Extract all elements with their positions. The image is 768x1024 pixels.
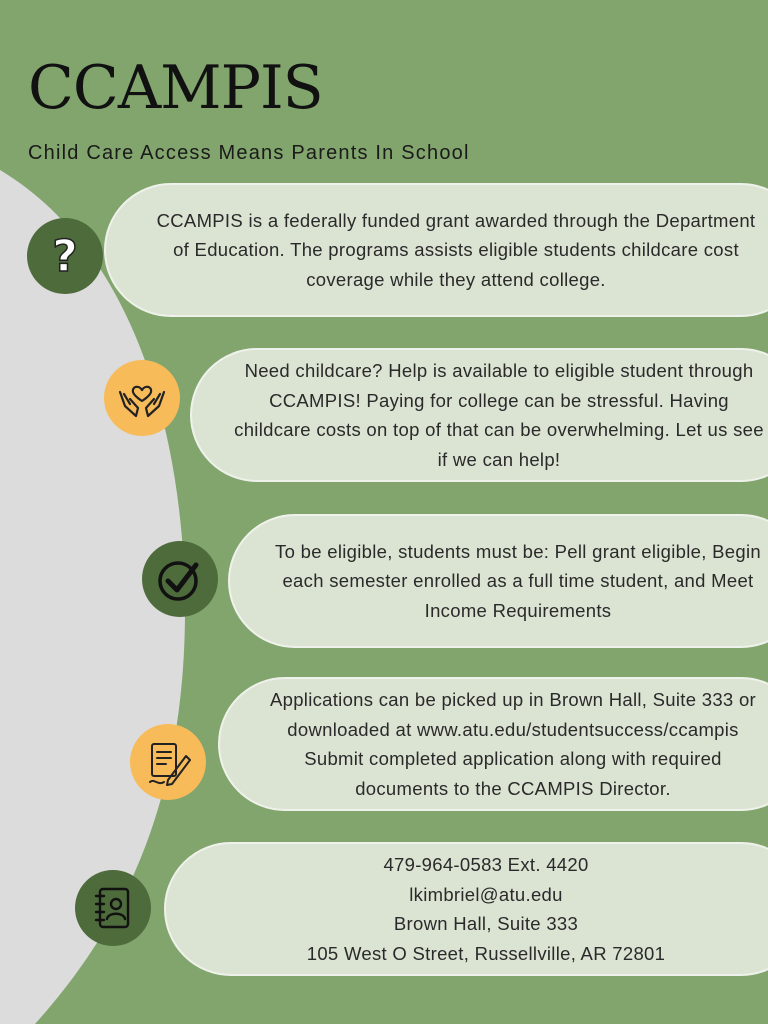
contact-phone: 479-964-0583 Ext. 4420: [383, 854, 589, 875]
info-line: To be eligible, students must be: Pell grant eligible, Begin: [275, 540, 761, 562]
svg-text:?: ?: [52, 231, 78, 282]
info-line: Need childcare? Help is available to eligible student through: [244, 360, 754, 381]
hands-heart-icon: [104, 360, 180, 436]
contact-office: Brown Hall, Suite 333: [393, 913, 579, 934]
info-card-need-childcare: [190, 348, 768, 482]
info-line: downloaded at www.atu.edu/studentsuccess/ccampis: [287, 718, 739, 740]
application-form-icon: [130, 724, 206, 800]
info-card-contact: [164, 842, 768, 976]
contact-book-icon: [75, 870, 151, 946]
info-card-about: [104, 183, 768, 317]
info-card-applications: [218, 677, 768, 811]
info-line: CCAMPIS! Paying for college can be stressful. Having: [269, 389, 729, 411]
info-card-eligibility: [228, 514, 768, 648]
info-line: Applications can be picked up in Brown Hall, Suite 333 or: [269, 689, 757, 710]
info-line: of Education. The programs assists eligible students childcare cost: [173, 239, 739, 261]
contact-address: 105 West O Street, Russellville, AR 72801: [306, 942, 666, 964]
info-line: coverage while they attend college.: [306, 268, 606, 290]
page-title: CCAMPIS: [28, 53, 323, 123]
question-mark-icon: [27, 218, 103, 294]
info-line: if we can help!: [437, 448, 561, 470]
checkmark-icon: [142, 541, 218, 617]
info-line: each semester enrolled as a full time student, and Meet: [282, 570, 754, 592]
info-line: documents to the CCAMPIS Director.: [355, 777, 671, 799]
info-line: childcare costs on top of that can be overwhelming. Let us see: [234, 419, 764, 440]
info-line: CCAMPIS is a federally funded grant awarded through the Department: [156, 209, 756, 231]
contact-email: lkimbriel@atu.edu: [409, 883, 563, 905]
page-subtitle: Child Care Access Means Parents In School: [28, 142, 470, 164]
info-line: Income Requirements: [424, 599, 612, 621]
info-line: Submit completed application along with required: [304, 748, 722, 769]
